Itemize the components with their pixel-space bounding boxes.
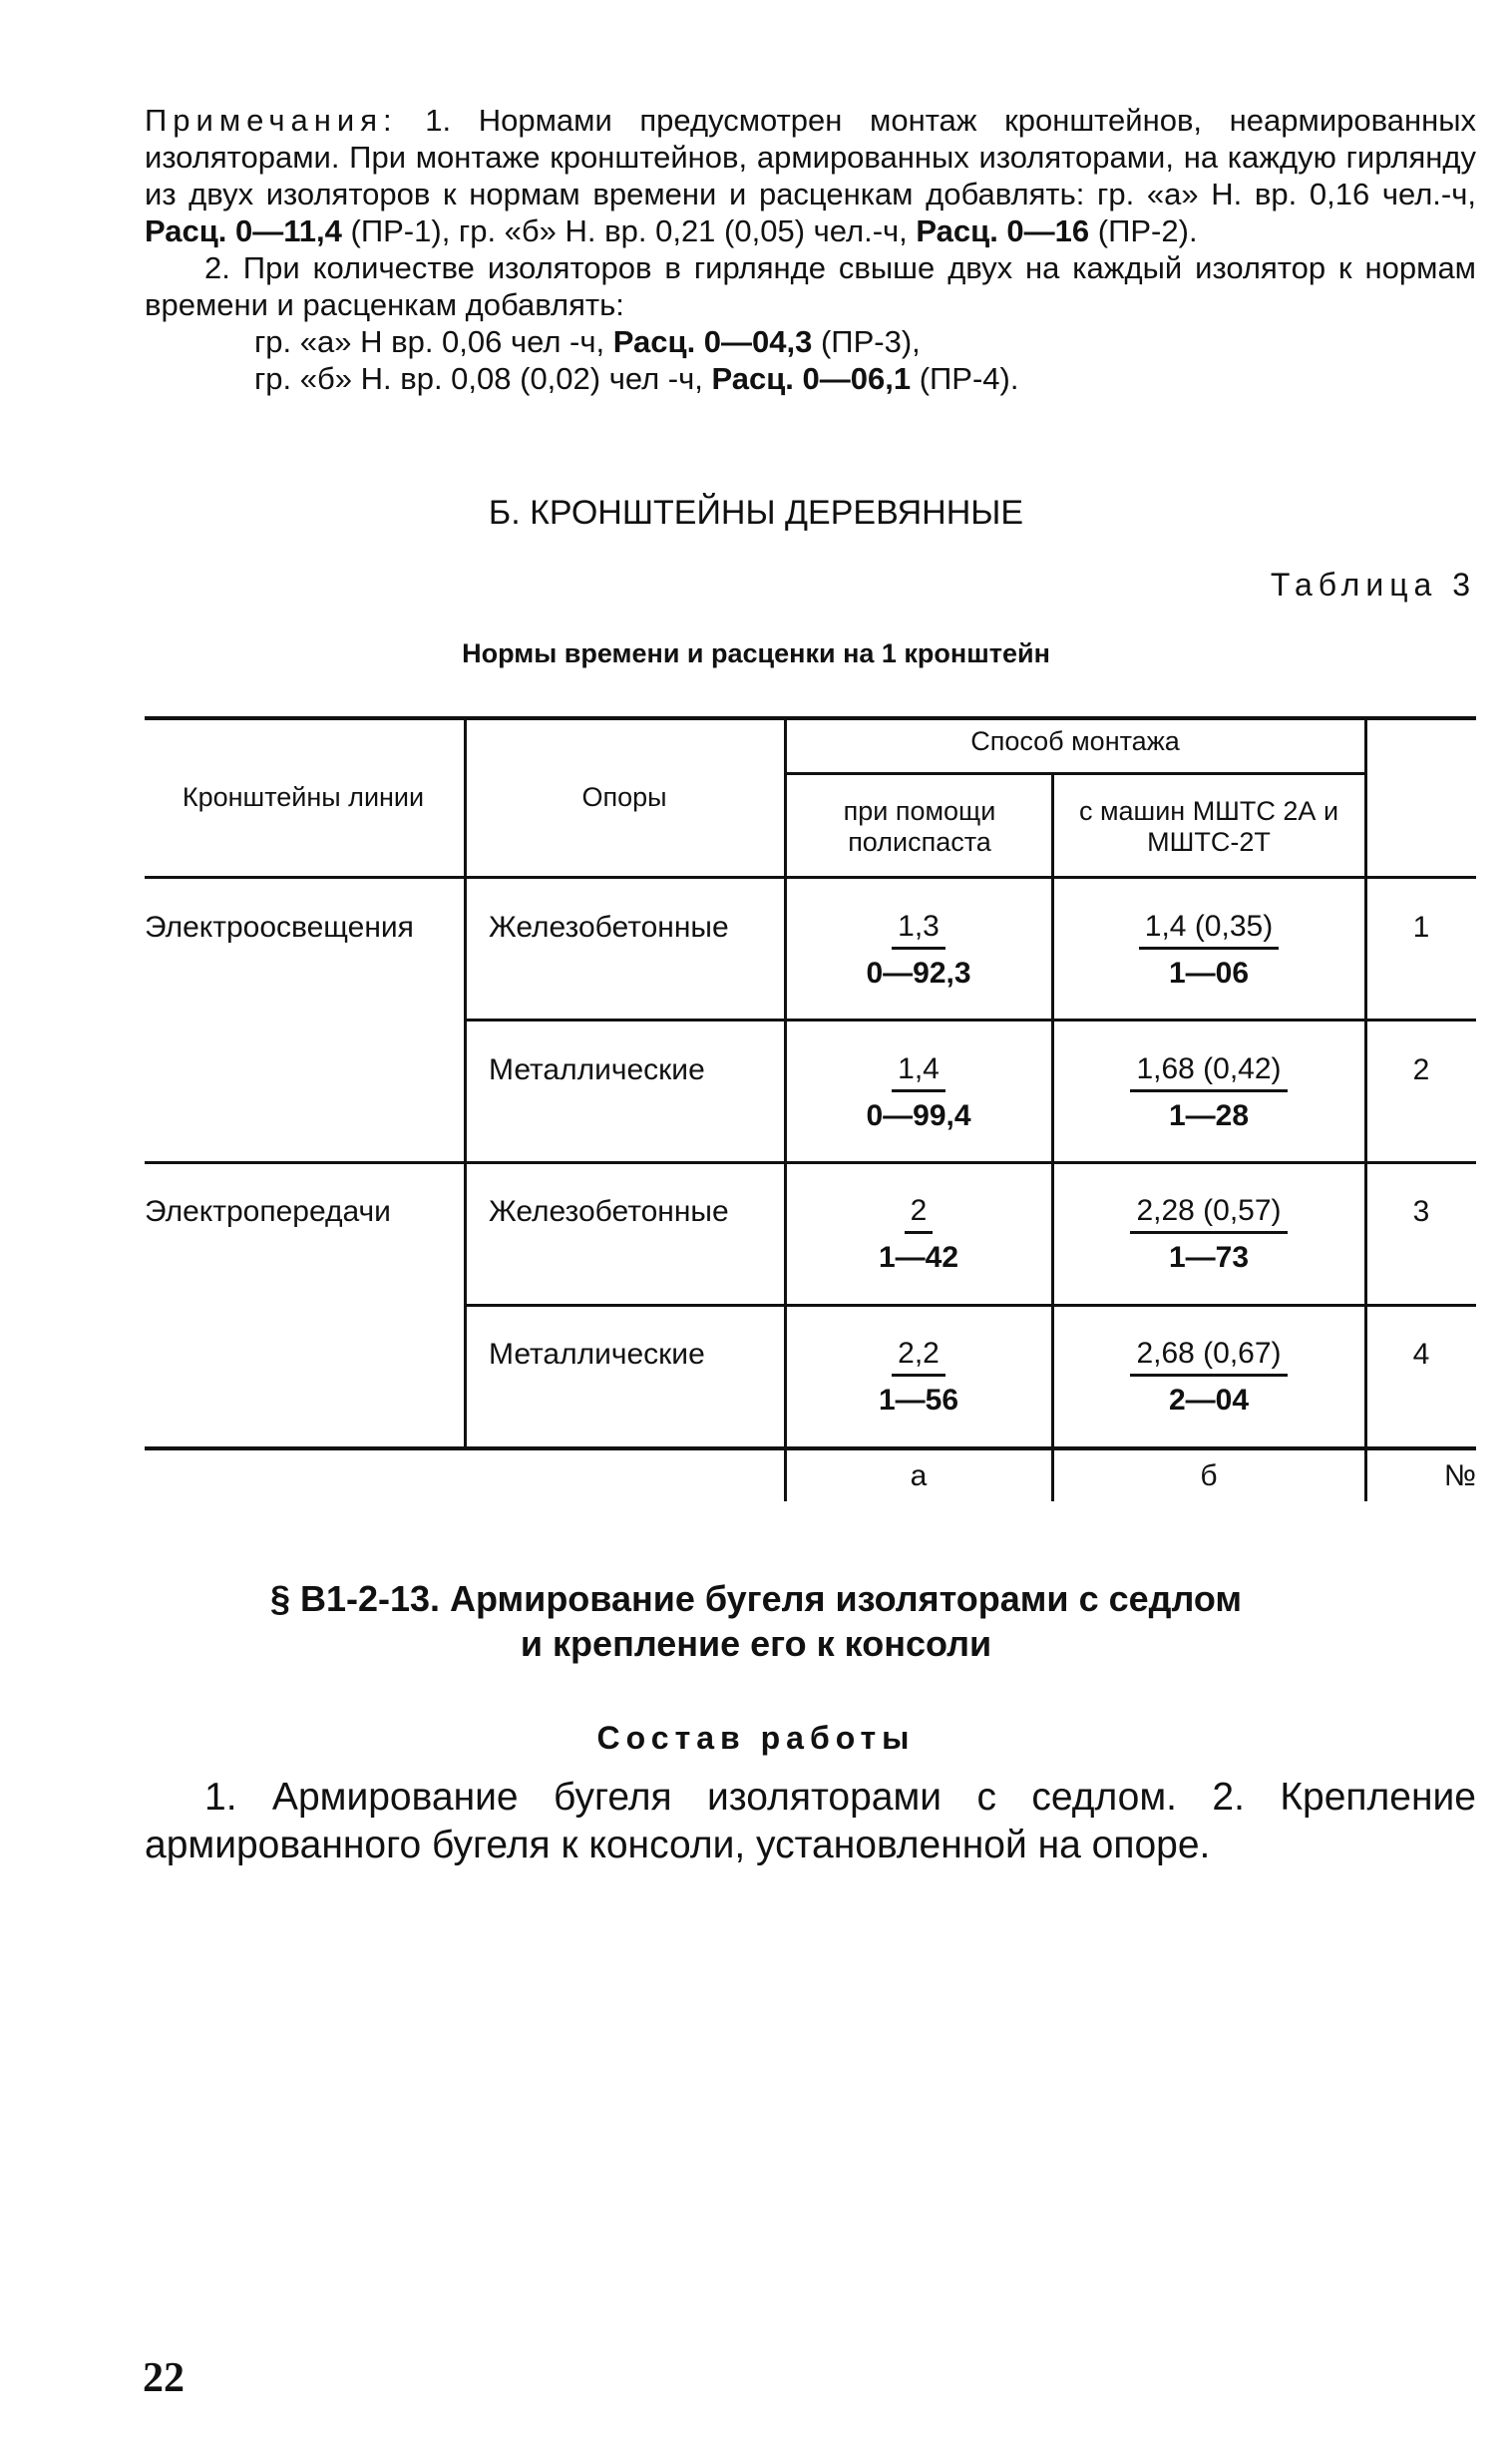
page-number: 22	[143, 2355, 185, 2401]
table-bottom-rule	[145, 1446, 1476, 1450]
work-composition-text: 1. Армирование бугеля изоляторами с седлом. 2. Крепление армированного бугеля к консоли, установленной на опоре.	[145, 1776, 1476, 1866]
header-col-a: при помощи полиспаста	[843, 796, 996, 857]
row-1-support: Железобетонные	[489, 911, 729, 944]
paragraph-title-line-1: § В1-2-13. Армирование бугеля изоляторами с седлом	[269, 1578, 1243, 1619]
header-supports: Опоры	[581, 782, 667, 812]
row-3-col-b: $\frac{2,28 (0,57)}{1—73}$	[1053, 1193, 1364, 1278]
row-2-col-a: $\frac{1,4}{0—99,4}$	[866, 1052, 971, 1132]
note-1-text: 1. Нормами предусмотрен монтаж кронштейнов, неармированных изоляторами. При монтаже кронштейнов, армированных изоляторами, на каждую гирлянду из двух изоляторов к нормам времени и расценкам добавлять: гр. «а» Н. вр. 0,16 чел.-ч,	[145, 103, 1476, 211]
norms-table	[145, 716, 1476, 1501]
notes-label: Примечания:	[145, 103, 398, 138]
work-composition-title: Состав работы	[596, 1720, 916, 1756]
row-2-support: Металлические	[489, 1053, 705, 1086]
note-2-line-b: гр. «б» Н. вр. 0,08 (0,02) чел -ч, Расц. 0—06,1 (ПР-4).	[254, 361, 1019, 396]
notes-block	[145, 102, 1476, 397]
row-1-col-b: $\frac{1,4 (0,35)}{1—06}$	[1053, 909, 1364, 994]
row-4-number: 4	[1412, 1338, 1430, 1371]
note-1-rate-1: Расц. 0—11,4	[145, 213, 342, 248]
row-3-rule	[466, 1304, 1476, 1307]
row-3-number: 3	[1412, 1195, 1430, 1228]
header-bottom-rule	[145, 876, 1476, 879]
row-1-rule	[466, 1019, 1476, 1022]
method-header-rule	[786, 772, 1364, 775]
row-4-col-a: $\frac{2,2}{1—56}$	[878, 1337, 959, 1417]
section-title: Б. КРОНШТЕЙНЫ ДЕРЕВЯННЫЕ	[488, 494, 1024, 532]
group-power-transmission: Электропередачи	[145, 1195, 391, 1228]
row-1-col-a: $\frac{1,3}{0—92,3}$	[866, 910, 971, 990]
row-1-number: 1	[1412, 911, 1430, 944]
note-1-rate-2: Расц. 0—16	[916, 213, 1090, 248]
footer-number: №	[1443, 1459, 1476, 1492]
note-2-text: 2. При количестве изоляторов в гирлянде свыше двух на каждый изолятор к нормам времени и расценкам добавлять:	[145, 250, 1476, 322]
table-top-rule	[145, 716, 1476, 720]
table-number: Таблица 3	[1270, 567, 1476, 603]
col-divider-1	[464, 716, 467, 1448]
note-2-line-a: гр. «а» Н вр. 0,06 чел -ч, Расц. 0—04,3 (ПР-3),	[254, 324, 921, 359]
row-2-col-b: $\frac{1,68 (0,42)}{1—28}$	[1053, 1051, 1364, 1136]
header-brackets: Кронштейны линии	[182, 782, 425, 812]
group-street-lighting: Электроосвещения	[145, 911, 414, 944]
paragraph-title-line-2: и крепление его к консоли	[520, 1623, 992, 1664]
col-divider-4	[1364, 716, 1367, 1501]
paragraph-title	[0, 1576, 1512, 1666]
row-3-support: Железобетонные	[489, 1195, 729, 1228]
header-method: Способ монтажа	[970, 726, 1180, 756]
footer-col-a: а	[910, 1459, 928, 1492]
row-3-col-a: $\frac{2}{1—42}$	[878, 1194, 959, 1274]
footer-col-b: б	[1200, 1459, 1218, 1492]
row-2-number: 2	[1412, 1053, 1430, 1086]
note-1-mid: (ПР-1), гр. «б» Н. вр. 0,21 (0,05) чел.-ч,	[341, 213, 917, 248]
header-col-b: с машин МШТС 2А и МШТС-2Т	[1078, 796, 1339, 857]
row-4-support: Металлические	[489, 1338, 705, 1371]
row-2-rule	[145, 1161, 1476, 1164]
note-1-end: (ПР-2).	[1089, 213, 1198, 248]
row-4-col-b: $\frac{2,68 (0,67)}{2—04}$	[1053, 1336, 1364, 1421]
table-caption: Нормы времени и расценки на 1 кронштейн	[462, 638, 1050, 668]
